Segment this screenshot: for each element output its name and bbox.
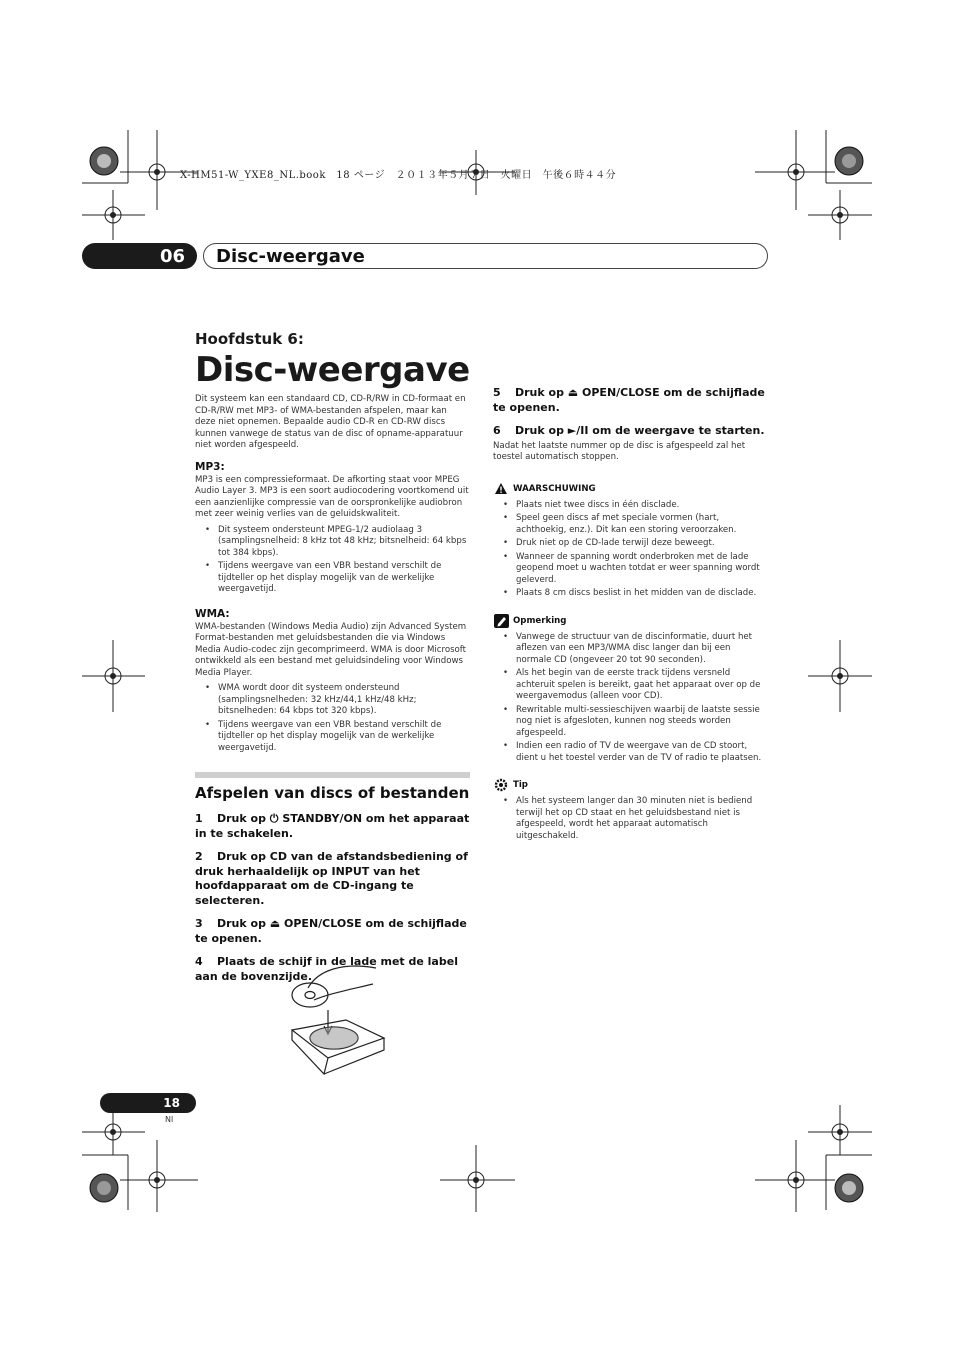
- step-5: [493, 386, 768, 415]
- step-text: Druk op ⏻ STANDBY/ON om het apparaat in te schakelen.: [195, 812, 470, 840]
- step-3: [195, 917, 470, 946]
- mp3-paragraph: MP3 is een compressieformaat. De afkorting staat voor MPEG Audio Layer 3. MP3 is een soort audiocodering voortkomend uit een aanzienlijke compressie van de oorspronkelijke audiobron met zeer weinig verlies van de geluidskwaliteit.: [195, 474, 469, 519]
- list-item: • WMA wordt door dit systeem ondersteund (samplingsnelheden: 32 kHz/44,1 kHz/48 kHz; bitsnelheden: 64 kbps tot 320 kbps).: [195, 683, 470, 718]
- note-heading-text: Opmerking: [513, 615, 567, 626]
- list-item: • Tijdens weergave van een VBR bestand verschilt de tijdteller op het display mogelijk van de werkelijke weergavetijd.: [195, 720, 470, 755]
- list-item: • Rewritable multi-sessieschijven waarbij de laatste sessie nog niet is afgesloten, kunnen nog steeds worden afgespeeld.: [493, 705, 768, 740]
- list-item: • Wanneer de spanning wordt onderbroken met de lade geopend moet u wachten totdat er weer spanning wordt geleverd.: [493, 552, 768, 587]
- page-title: Disc-weergave: [195, 350, 470, 390]
- warning-heading: [493, 482, 768, 496]
- wma-paragraph: WMA-bestanden (Windows Media Audio) zijn Advanced System Format-bestanden met geluidsbestanden die via Windows Media Audio-codec zijn gecomprimeerd. WMA is door Microsoft ontwikkeld als een bestand met geluidsindeling voor Windows Media Player.: [195, 621, 467, 678]
- list-item: • Plaats niet twee discs in één disclade.: [493, 500, 768, 512]
- wma-bullets: [195, 683, 470, 754]
- list-item: • Dit systeem ondersteunt MPEG-1/2 audiolaag 3 (samplingsnelheid: 8 kHz tot 48 kHz; bitsnelheid: 64 kbps tot 384 kbps).: [195, 525, 470, 560]
- step-number: 3: [195, 917, 203, 930]
- step-number: 2: [195, 850, 203, 863]
- tip-gear-icon: [493, 778, 509, 792]
- chapter-kicker: Hoofdstuk 6:: [195, 330, 304, 348]
- step-2: [195, 850, 470, 908]
- mp3-bullets: [195, 525, 470, 596]
- tip-bullets: [493, 796, 768, 842]
- warning-bullets: [493, 500, 768, 600]
- step-1: [195, 812, 470, 841]
- step-number: 4: [195, 955, 203, 968]
- chapter-title-text: Disc-weergave: [216, 245, 365, 267]
- section-title: Afspelen van discs of bestanden: [195, 784, 470, 802]
- step-text: Plaats de schijf in de lade met de label aan de bovenzijde.: [195, 955, 458, 983]
- intro-paragraph: Dit systeem kan een standaard CD, CD-R/RW in CD-formaat en CD-R/RW met MP3- of WMA-bestanden afspelen, maar kan deze niet opnemen. Bepaalde audio CD-R en CD-RW discs kunnen vanwege de status van de disc of opname-apparatuur niet worden afgespeeld.: [195, 394, 466, 450]
- step-text: Druk op CD van de afstandsbediening of druk herhaaldelijk op INPUT van het hoofdapparaat om de CD-ingang te selecteren.: [195, 850, 468, 907]
- step-text: Druk op ⏏ OPEN/CLOSE om de schijflade te openen.: [493, 386, 765, 414]
- left-column: [195, 330, 470, 993]
- print-info: X-HM51-W_YXE8_NL.book 18 ページ ２０１３年５月７日 火曜日 午後６時４４分: [180, 170, 617, 181]
- section-divider: [195, 772, 470, 778]
- warning-icon: [493, 482, 509, 496]
- step-text: Druk op ⏏ OPEN/CLOSE om de schijflade te openen.: [195, 917, 467, 945]
- step-6-note: Nadat het laatste nummer op de disc is afgespeeld zal het toestel automatisch stoppen.: [493, 440, 746, 462]
- pencil-note-icon: [493, 614, 509, 628]
- right-column: [493, 386, 768, 844]
- step-text: Druk op ►/II om de weergave te starten.: [515, 424, 765, 437]
- tip-heading: [493, 778, 768, 792]
- list-item: • Plaats 8 cm discs beslist in het midden van de disclade.: [493, 588, 768, 600]
- chapter-title-header: [203, 243, 768, 269]
- step-6: [493, 424, 768, 439]
- list-item: • Vanwege de structuur van de discinformatie, duurt het aflezen van een MP3/WMA disc langer dan bij een normale CD (ongeveer 20 tot 90 seconden).: [493, 632, 768, 667]
- mp3-heading: MP3:: [195, 460, 225, 473]
- warning-heading-text: WAARSCHUWING: [513, 483, 596, 494]
- chapter-number-badge: 06: [82, 243, 197, 269]
- list-item: • Speel geen discs af met speciale vormen (hart, achthoekig, enz.). Dit kan een storing veroorzaken.: [493, 513, 768, 536]
- list-item: • Tijdens weergave van een VBR bestand verschilt de tijdteller op het display mogelijk van de werkelijke weergavetijd.: [195, 561, 470, 596]
- disc-tray-illustration: [288, 960, 388, 1080]
- list-item: • Indien een radio of TV de weergave van de CD stoort, dient u het toestel verder van de TV of radio te plaatsen.: [493, 741, 768, 764]
- page-number-badge: 18: [100, 1093, 196, 1113]
- step-number: 5: [493, 386, 501, 399]
- list-item: • Als het systeem langer dan 30 minuten niet is bediend terwijl het op CD staat en het geluidsbestand niet is afgespeeld, wordt het apparaat automatisch uitgeschakeld.: [493, 796, 768, 842]
- wma-heading: WMA:: [195, 607, 230, 620]
- page-language-code: Nl: [165, 1115, 174, 1124]
- list-item: • Druk niet op de CD-lade terwijl deze beweegt.: [493, 538, 768, 550]
- step-number: 1: [195, 812, 203, 825]
- step-number: 6: [493, 424, 501, 437]
- note-bullets: [493, 632, 768, 765]
- note-heading: [493, 614, 768, 628]
- list-item: • Als het begin van de eerste track tijdens versneld achteruit spelen is bereikt, gaat het apparaat over op de weergavemodus (alleen voor CD).: [493, 668, 768, 703]
- tip-heading-text: Tip: [513, 780, 528, 790]
